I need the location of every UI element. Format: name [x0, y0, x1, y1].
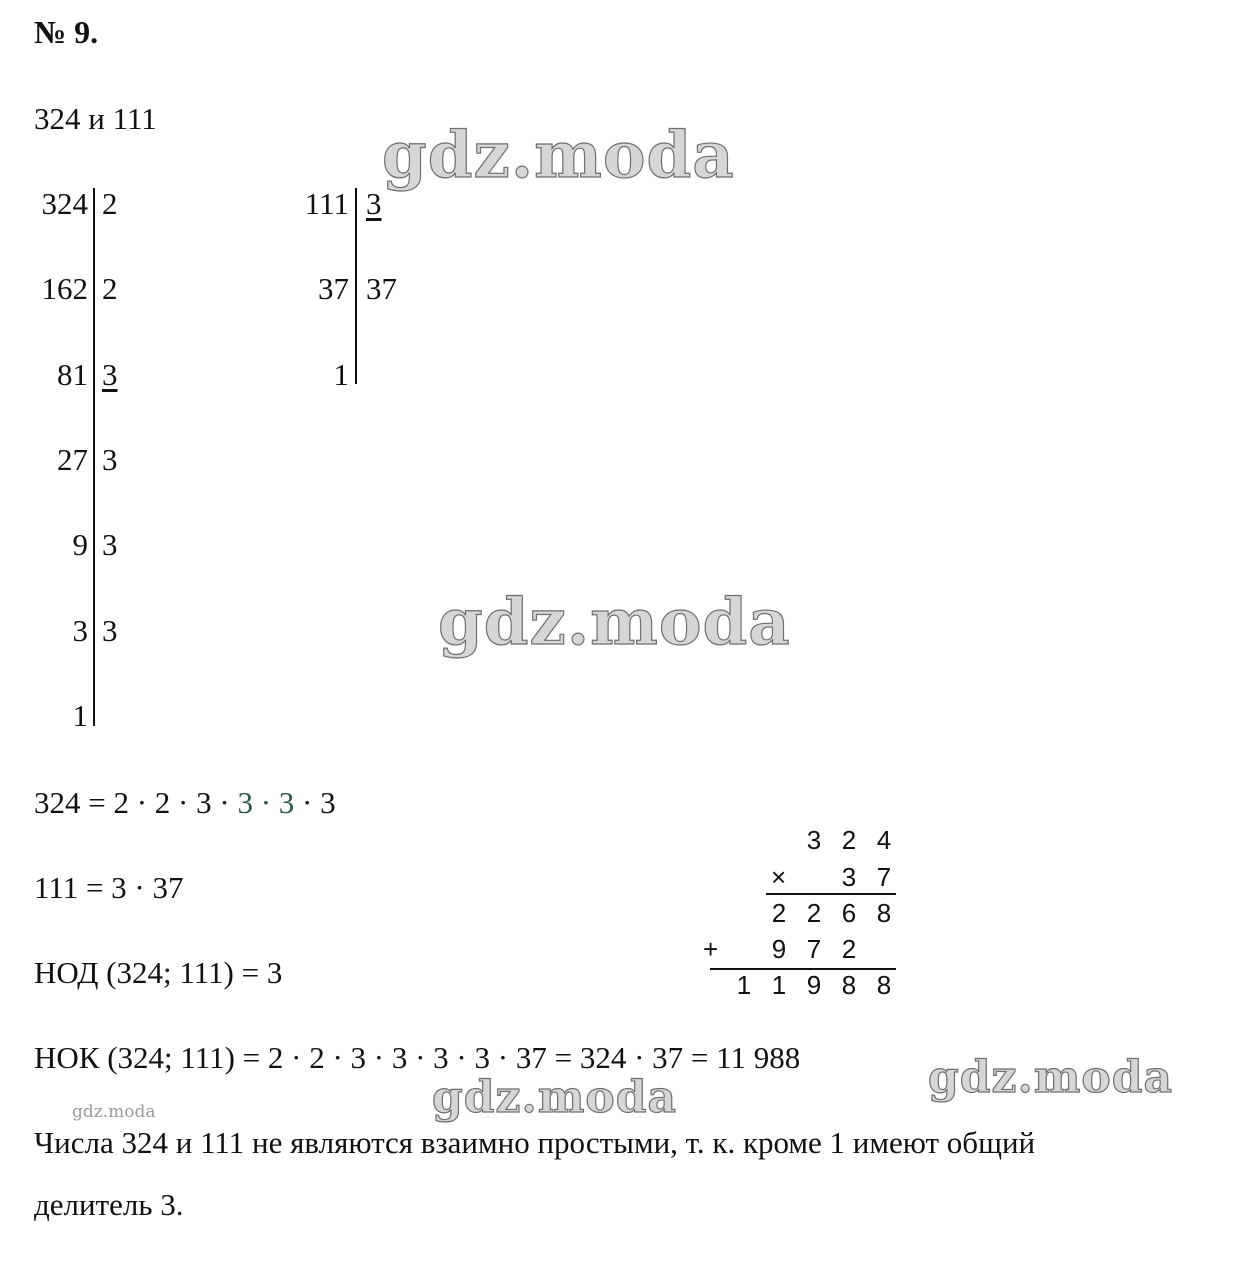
watermark-bottom-right: gdz.moda — [928, 1052, 1174, 1103]
multiplication-digit: 9 — [771, 934, 787, 964]
divider-line-324 — [93, 188, 95, 726]
multiplication-digit: 3 — [806, 825, 822, 855]
watermark-bottom-center: gdz.moda — [432, 1072, 678, 1123]
watermark-top: gdz.moda — [382, 118, 735, 193]
problem-number: № 9. — [34, 14, 99, 50]
plus-sign: + — [703, 934, 719, 964]
equation-324-start: 324 = 2 · 2 · 3 · — [34, 785, 230, 820]
factor-324-divisor: 3 — [102, 441, 118, 477]
factor-324-divisor: 2 — [102, 271, 118, 307]
equation-324-highlight: 3 · 3 — [237, 785, 295, 820]
factor-111-number: 111 — [304, 186, 349, 221]
multiplication-digit: 4 — [876, 825, 892, 855]
multiplication-digit: 7 — [876, 862, 892, 892]
factor-324-number: 9 — [72, 527, 88, 563]
multiplication-digit: 8 — [876, 970, 892, 1000]
multiplication-digit: 9 — [806, 970, 822, 1000]
divider-line-111 — [355, 188, 357, 384]
factor-324-number: 324 — [41, 186, 88, 221]
multiplication-digit: 3 — [841, 862, 857, 892]
gcd-line: НОД (324; 111) = 3 — [34, 955, 283, 990]
factor-324-divisor: 3 — [102, 356, 118, 392]
factor-324-divisor: 2 — [102, 186, 118, 221]
conclusion-line-1: Числа 324 и 111 не являются взаимно простыми, т. к. кроме 1 имеют общий — [34, 1125, 1036, 1160]
multiply-sign: × — [771, 862, 787, 892]
factor-324-number: 3 — [72, 612, 88, 648]
equation-111: 111 = 3 · 37 — [34, 870, 184, 905]
factor-111-divisor: 37 — [366, 271, 397, 307]
lcm-line: НОК (324; 111) = 2 · 2 · 3 · 3 · 3 · 3 · 37 = 324 · 37 = 11 988 — [34, 1040, 801, 1075]
conclusion-line-2: делитель 3. — [34, 1187, 184, 1222]
multiplication-line — [766, 893, 896, 895]
sum-line — [710, 968, 896, 970]
factor-111-number: 37 — [318, 271, 349, 307]
multiplication-digit: 8 — [841, 970, 857, 1000]
factor-324-number: 27 — [57, 441, 88, 477]
multiplication-digit: 1 — [736, 970, 752, 1000]
numbers-line: 324 и 111 — [34, 101, 157, 136]
watermark-middle: gdz.moda — [438, 585, 791, 660]
factor-324-number: 162 — [41, 271, 88, 307]
factor-324-number: 1 — [72, 697, 88, 733]
factor-324-divisor: 3 — [102, 612, 118, 648]
factor-324-divisor: 3 — [102, 527, 118, 563]
watermark-small: gdz.moda — [72, 1102, 156, 1122]
multiplication-digit: 8 — [876, 898, 892, 928]
multiplication-digit: 2 — [841, 825, 857, 855]
equation-324-end: · 3 — [302, 785, 336, 820]
multiplication-digit: 1 — [771, 970, 787, 1000]
multiplication-digit: 2 — [771, 898, 787, 928]
multiplication-digit: 7 — [806, 934, 822, 964]
multiplication-digit: 2 — [806, 898, 822, 928]
factor-111-divisor: 3 — [366, 186, 382, 221]
factor-111-number: 1 — [333, 356, 349, 392]
factor-324-number: 81 — [57, 356, 88, 392]
equation-324 — [34, 785, 336, 821]
multiplication-digit: 6 — [841, 898, 857, 928]
multiplication-digit: 2 — [841, 934, 857, 964]
